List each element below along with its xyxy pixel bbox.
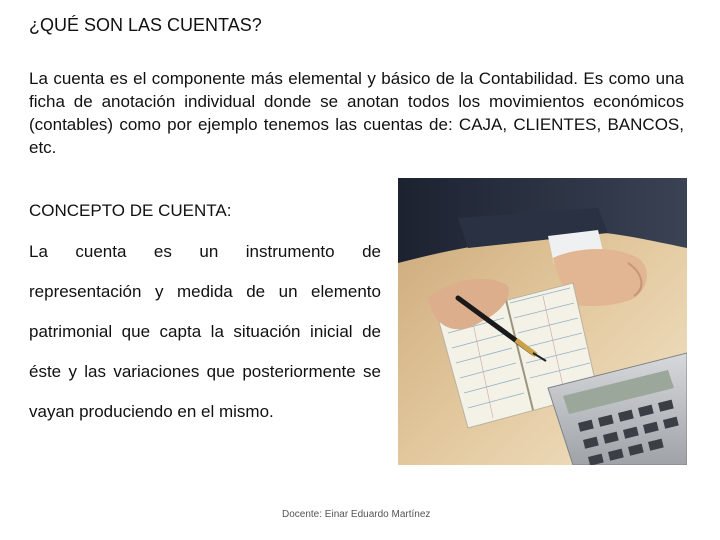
slide-title: ¿QUÉ SON LAS CUENTAS? <box>29 15 262 35</box>
concept-paragraph: La cuenta es un instrumento de representación y medida de un elemento patrimonial que capta la situación inicial de éste y las variaciones que posteriormente se vayan produciendo en el mismo. <box>29 242 381 421</box>
footer-teacher: Docente: Einar Eduardo Martínez <box>282 509 431 520</box>
concept-heading: CONCEPTO DE CUENTA: <box>29 201 232 220</box>
intro-paragraph: La cuenta es el componente más elemental y básico de la Contabilidad. Es como una ficha de anotación individual donde se anotan todos los movimientos económicos (contables) como por ejemplo tenemos las cuentas de: CAJA, CLIENTES, BANCOS, etc. <box>29 69 684 157</box>
accounting-photo <box>398 178 687 465</box>
